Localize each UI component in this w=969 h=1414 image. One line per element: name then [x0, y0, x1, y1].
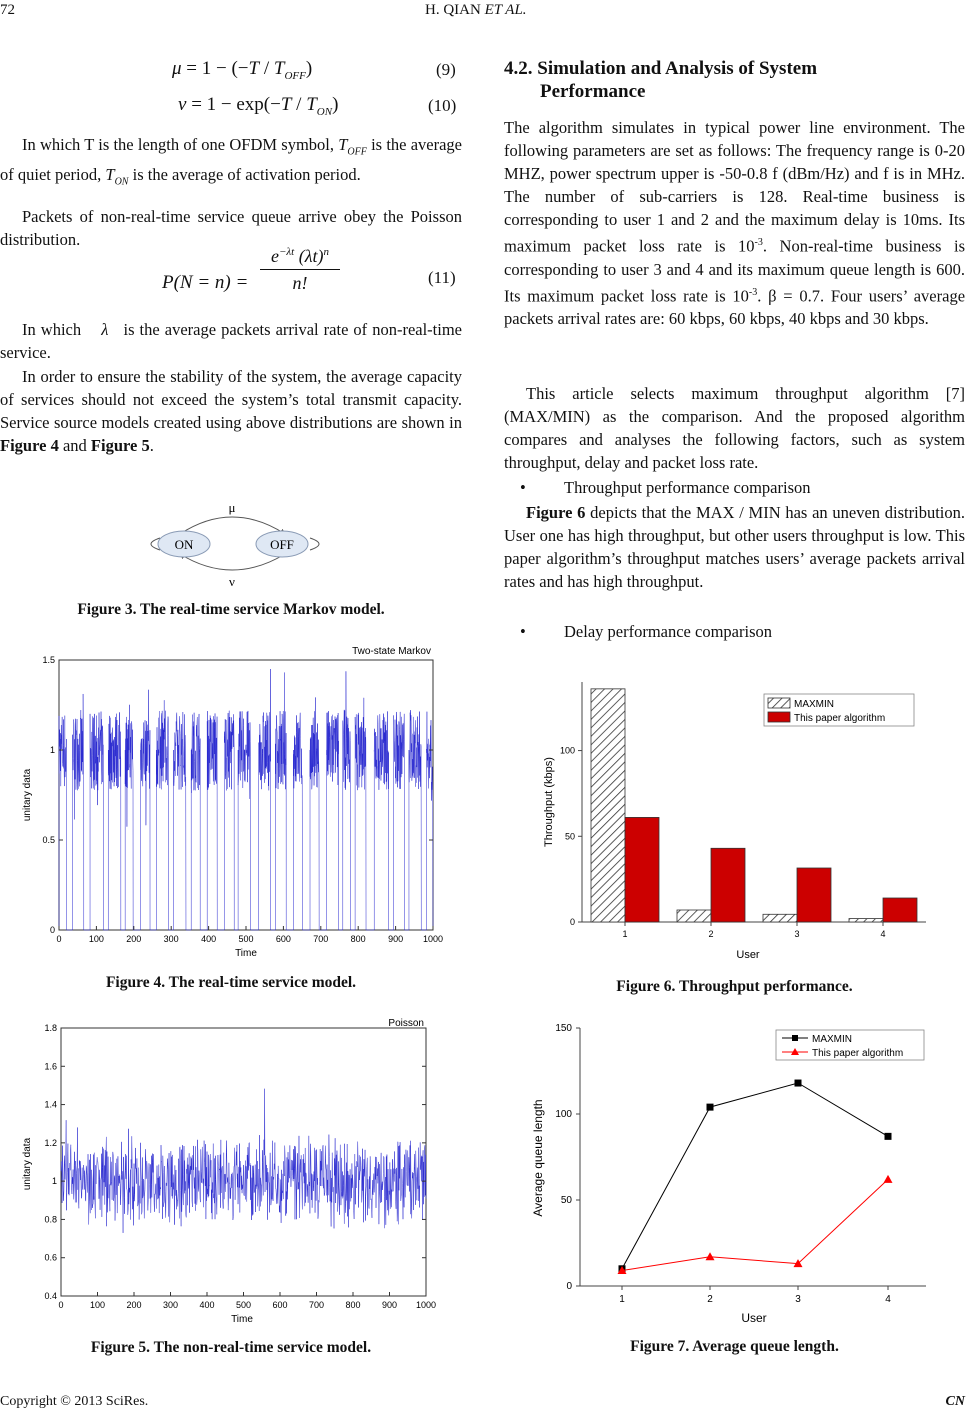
figure-6-chart	[536, 672, 936, 968]
fig5-ytick-label: 1.6	[44, 1061, 57, 1072]
fig6-ytick-label: 0	[569, 917, 575, 927]
left-p1-ton: T	[105, 165, 115, 185]
left-p1-a: In which T is the length of one OFDM symbol,	[22, 135, 334, 154]
fig5-ytick-label: 0.8	[44, 1214, 57, 1225]
fig7-ytick-label: 50	[560, 1195, 572, 1206]
fig5-xtick-label: 600	[272, 1300, 288, 1310]
fig7-xtick-label: 3	[795, 1294, 801, 1305]
fig7-xtick-label: 2	[707, 1294, 713, 1305]
eq11-numerator	[260, 246, 340, 270]
left-paragraph-3	[0, 318, 462, 364]
left-p3-a: In which	[22, 320, 82, 339]
right-paragraph-3	[504, 501, 965, 593]
fig7-legend-paper: This paper algorithm	[812, 1048, 904, 1059]
figure-6-caption: Figure 6. Throughput performance.	[616, 978, 853, 995]
fig6-xtick-label: 2	[708, 929, 714, 939]
eq9-toff: T	[273, 58, 285, 79]
fig4-ytick-label: 0	[49, 925, 55, 935]
right-p1-a: The algorithm simulates in typical power line environment. The following parameters are set as follows: The frequency range is 0-20 MHZ, power spectrum upper is -50-0.8 f (dBm/Hz) and f is in MHz. The number of sub-carriers is 128. Real-time business is corresponding to user 1 and 2 and the maximum delay is 10ms. Its maximum packet loss rate is 10	[504, 118, 965, 256]
left-p1-toff-sub: OFF	[347, 146, 367, 158]
fig4-legend: Two-state Markov	[352, 646, 431, 657]
fig5-ytick-label: 1.8	[44, 1023, 57, 1033]
fig4-xtick-label: 300	[163, 934, 179, 944]
left-p1-toff: T	[338, 135, 348, 154]
left-p4-and: and	[62, 436, 87, 455]
equation-11-fraction	[260, 246, 340, 294]
fig6-ytick-label: 50	[564, 831, 575, 842]
fig4-xtick-label: 900	[388, 934, 404, 944]
fig5-plot-area	[61, 1028, 426, 1296]
bullet-throughput-text: Throughput performance comparison	[564, 478, 811, 497]
fig4-ytick-label: 1	[49, 745, 55, 755]
nu-label: ν	[229, 574, 235, 588]
right-p3-text: depicts that the MAX / MIN has an uneven distribution. User one has high throughput, but other users throughput is low. This paper algorithm’s throughput matches users’ average packets arrival rates and has high throughput.	[504, 503, 965, 591]
fig6-legend-paper: This paper algorithm	[794, 713, 886, 724]
markov-arc-bottom	[180, 554, 285, 570]
right-p1-exp2: -3	[748, 286, 758, 298]
fig5-xlabel: Time	[231, 1314, 253, 1325]
left-p4-end: .	[149, 436, 154, 455]
fig5-legend: Poisson	[388, 1018, 424, 1029]
fig6-bar-paper-user-3	[797, 868, 831, 922]
figure-7-caption: Figure 7. Average queue length.	[630, 1338, 839, 1355]
bullet-dot: •	[520, 622, 526, 641]
eq11-denominator: n!	[292, 273, 308, 293]
fig4-ytick-label: 0.5	[42, 835, 55, 845]
fig4-xlabel: Time	[235, 948, 257, 959]
fig6-xtick-label: 1	[622, 929, 628, 939]
left-p4-fig5-ref: Figure 5	[90, 436, 150, 455]
fig6-bar-paper-user-1	[625, 817, 659, 922]
fig7-point-paper-user-2	[706, 1252, 715, 1260]
fig7-point-maxmin-user-3	[795, 1080, 802, 1087]
left-paragraph-1	[0, 133, 462, 194]
fig5-ytick-label: 1.2	[44, 1137, 57, 1148]
eq9-rhs: = 1 − (−	[186, 58, 249, 79]
right-p1-mid: . Non-real-time business is corresponding to user 3 and 4 and its maximum queue length is 600. Its maximum packet loss rate is 10	[504, 236, 965, 305]
figure-7-chart	[526, 1018, 936, 1328]
fig5-xtick-label: 500	[235, 1300, 252, 1310]
fig4-xtick-label: 200	[126, 934, 142, 944]
equation-11-lhs: P(N = n) =	[162, 272, 249, 293]
eq11-e: e	[270, 246, 279, 266]
state-off-label: OFF	[270, 537, 294, 552]
fig4-plot-area	[59, 660, 433, 930]
eq11-lt: (λt)	[294, 246, 324, 266]
right-p1-beta: . β =	[757, 286, 793, 305]
state-on-label: ON	[174, 537, 194, 552]
fig5-xtick-label: 800	[345, 1300, 361, 1310]
right-paragraph-2: This article selects maximum throughput algorithm [7] (MAX/MIN) as the comparison. And the proposed algorithm compares and analyses the following factors, such as system throughput, delay and packet loss rate.	[504, 384, 965, 472]
eq9-slash: /	[259, 58, 274, 79]
fig4-xtick-label: 700	[313, 934, 329, 944]
fig6-bar-maxmin-user-4	[849, 919, 883, 922]
eq10-sub: ON	[316, 105, 333, 118]
fig4-xtick-label: 100	[88, 934, 104, 944]
eq10-slash: /	[291, 94, 307, 115]
fig6-ytick-label: 100	[559, 745, 575, 756]
bullet-delay-text: Delay performance comparison	[564, 622, 772, 641]
fig6-bar-paper-user-2	[711, 848, 745, 922]
fig5-xtick-label: 900	[381, 1300, 398, 1310]
markov-self-loop-off	[310, 538, 319, 550]
fig5-xtick-label: 300	[162, 1300, 179, 1310]
fig7-ytick-label: 0	[566, 1281, 572, 1292]
page-number: 72	[0, 2, 15, 18]
eq10-lhs: ν	[178, 94, 187, 115]
markov-arc-top	[180, 517, 285, 534]
figure-5-caption: Figure 5. The non-real-time service model.	[90, 1339, 372, 1356]
running-head-authors: H. QIAN	[425, 2, 481, 18]
right-p1-end: 0.7. Four users’ average packets arrival rates are: 60 kbps, 60 kbps, 40 kbps and 30 kbps.	[504, 286, 966, 328]
equation-11-number: (11)	[428, 268, 456, 287]
fig5-ylabel: unitary data	[22, 1137, 33, 1191]
fig7-xtick-label: 4	[885, 1294, 891, 1305]
fig6-legend-swatch-paper	[768, 712, 790, 722]
equation-10-number: (10)	[428, 96, 457, 115]
eq11-nexp: n	[323, 246, 330, 258]
fig6-bar-maxmin-user-2	[677, 910, 711, 922]
equation-10	[178, 94, 338, 118]
fig4-xtick-label: 800	[350, 934, 366, 944]
footer-copyright: Copyright © 2013 SciRes.	[0, 1394, 149, 1409]
fig5-xtick-label: 100	[89, 1300, 106, 1310]
equation-9	[172, 58, 312, 82]
fig5-ytick-label: 1.4	[44, 1099, 57, 1110]
right-p3-fig6-ref: Figure 6	[526, 503, 586, 522]
fig5-ytick-label: 0.4	[44, 1291, 57, 1301]
left-p1-ton-sub: ON	[114, 176, 129, 188]
running-head-etal: ET AL.	[484, 2, 527, 18]
fig5-xtick-label: 1000	[415, 1300, 437, 1310]
fig6-bar-maxmin-user-3	[763, 914, 797, 922]
right-paragraph-1	[504, 116, 965, 330]
right-p1-exp1: -3	[754, 237, 763, 248]
figure-3-diagram	[140, 498, 330, 588]
fig7-ytick-label: 100	[555, 1109, 572, 1120]
fig6-ylabel: Throughput (kbps)	[543, 757, 555, 847]
eq9-lhs: μ	[172, 58, 182, 79]
fig6-bar-paper-user-4	[883, 898, 917, 922]
fig4-xtick-label: 600	[275, 934, 291, 944]
mu-label: μ	[228, 500, 236, 515]
fig7-line-paper	[622, 1179, 888, 1270]
fig7-point-maxmin-user-2	[707, 1104, 714, 1111]
section-title-2: Performance	[540, 81, 646, 102]
fig4-ylabel: unitary data	[22, 768, 33, 822]
fig4-xtick-label: 500	[238, 934, 254, 944]
figure-4-caption: Figure 4. The real-time service model.	[105, 974, 357, 991]
fig5-xtick-label: 0	[58, 1300, 64, 1310]
left-p3-b: is the average packets arrival rate of non-real-time service.	[0, 320, 463, 362]
eq11-exp: −λt	[278, 246, 295, 258]
eq10-ton: T	[306, 94, 317, 115]
fig6-legend-maxmin: MAXMIN	[794, 699, 834, 710]
fig6-bar-maxmin-user-1	[591, 689, 625, 922]
equation-9-number: (9)	[436, 60, 456, 79]
left-paragraph-4	[0, 365, 462, 457]
left-paragraph-2: Packets of non-real-time service queue arrive obey the Poisson distribution.	[0, 207, 462, 249]
section-heading	[504, 57, 817, 81]
fig5-ytick-label: 0.6	[44, 1252, 57, 1263]
left-p4-fig4-ref: Figure 4	[0, 436, 59, 455]
left-p1-b: is the average of quiet period,	[0, 135, 463, 185]
fig7-line-maxmin	[622, 1083, 888, 1269]
left-p3-lambda: λ	[101, 320, 109, 339]
fig7-legend-maxmin: MAXMIN	[812, 1034, 852, 1045]
running-head	[425, 2, 527, 19]
fig7-marks	[555, 1023, 892, 1305]
fig7-ytick-label: 150	[555, 1023, 572, 1034]
left-p1-c: is the average of activation period.	[132, 165, 361, 185]
eq9-sub: OFF	[284, 69, 306, 82]
eq10-close: )	[332, 94, 339, 115]
fig4-xtick-label: 400	[201, 934, 217, 944]
section-title-1: Simulation and Analysis of System	[537, 58, 818, 79]
bullet-delay	[520, 620, 969, 643]
eq10-t: T	[280, 94, 292, 115]
fig7-point-paper-user-4	[884, 1175, 893, 1183]
eq9-close: )	[305, 58, 313, 79]
fig7-ylabel: Average queue length	[531, 1099, 545, 1217]
figure-3-caption: Figure 3. The real-time service Markov model.	[77, 601, 385, 618]
fig6-legend-swatch-maxmin	[768, 698, 790, 708]
eq10-rhs: = 1 − exp(−	[191, 94, 281, 115]
fig7-point-maxmin-user-4	[885, 1133, 892, 1140]
figure-5-plot	[14, 1012, 454, 1332]
eq9-t: T	[248, 58, 260, 79]
figure-4-plot	[14, 640, 454, 960]
fig6-xlabel: User	[736, 949, 760, 961]
section-number: 4.2.	[504, 58, 533, 79]
left-p4-a: In order to ensure the stability of the system, the average capacity of services should not exceed the system’s total transmit capacity. Service source models created using above distributions are shown in	[0, 367, 462, 432]
bullet-throughput	[520, 476, 969, 499]
footer-journal: CN	[945, 1394, 965, 1409]
fig7-xlabel: User	[741, 1311, 767, 1325]
fig7-xtick-label: 1	[619, 1294, 625, 1305]
fig4-xtick-label: 1000	[422, 934, 444, 944]
fig4-xtick-label: 0	[56, 934, 62, 944]
fig5-ytick-label: 1	[51, 1176, 57, 1187]
fig5-xtick-label: 200	[126, 1300, 142, 1310]
bullet-dot: •	[520, 478, 526, 497]
fig7-legend-marker-maxmin	[792, 1035, 798, 1041]
fig4-ytick-label: 1.5	[42, 655, 55, 665]
fig5-xtick-label: 700	[308, 1300, 325, 1310]
fig6-xtick-label: 4	[880, 929, 886, 939]
fig5-xtick-label: 400	[199, 1300, 215, 1310]
fig6-xtick-label: 3	[794, 929, 800, 939]
